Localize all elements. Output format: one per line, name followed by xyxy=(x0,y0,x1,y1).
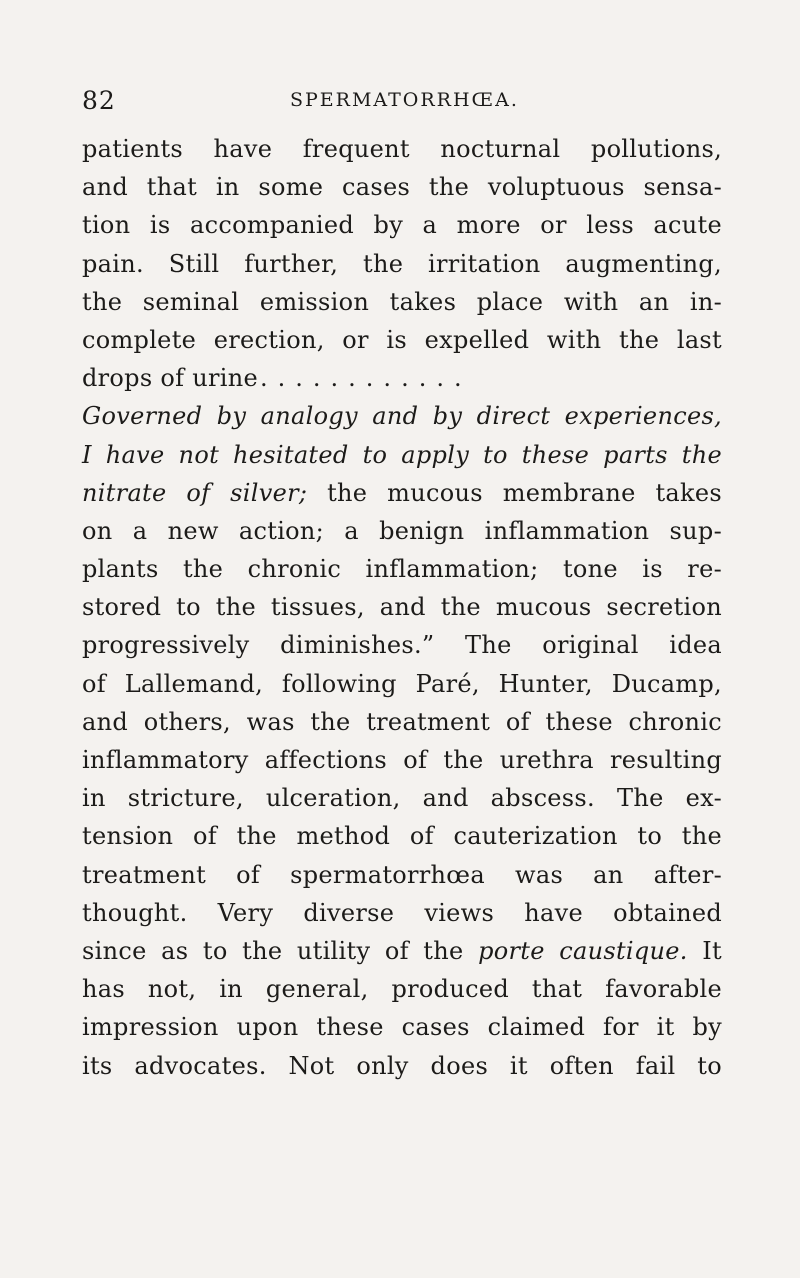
running-head: SPERMATORRHŒA. xyxy=(290,89,519,111)
text-line: on a new action; a benign inflammation sup- xyxy=(82,516,722,545)
text-line: tension of the method of cauterization to the xyxy=(82,822,722,851)
text-line: in stricture, ulceration, and abscess. The ex- xyxy=(82,784,722,813)
ellipsis-dots: ............ xyxy=(260,364,472,393)
text-line: inflammatory affections of the urethra resulting xyxy=(82,746,722,774)
text-line: the seminal emission takes place with an in- xyxy=(82,287,722,316)
text-line: thought. Very diverse views have obtained xyxy=(82,898,722,927)
text-line: I have not hesitated to apply to these parts the xyxy=(82,440,722,469)
text-line: and that in some cases the voluptuous sensa- xyxy=(82,173,722,202)
page-header xyxy=(0,86,800,116)
text-line: Governed by analogy and by direct experiences, xyxy=(82,402,722,431)
text-line: of Lallemand, following Paré, Hunter, Ducamp, xyxy=(82,669,722,698)
text-line: since as to the utility of the porte caustique. It xyxy=(82,936,722,965)
text-line: impression upon these cases claimed for it by xyxy=(82,1013,722,1042)
text-line: its advocates. Not only does it often fail to xyxy=(82,1051,722,1080)
body-text xyxy=(82,130,722,1085)
text-line: treatment of spermatorrhœa was an after- xyxy=(82,860,722,889)
text-line: patients have frequent nocturnal pollutions, xyxy=(82,135,722,163)
text-line: progressively diminishes.” The original idea xyxy=(82,631,722,660)
text-line: tion is accompanied by a more or less acute xyxy=(82,211,722,240)
text-line: drops of urine............ xyxy=(82,364,472,393)
text-line: pain. Still further, the irritation augmenting, xyxy=(82,249,722,278)
text-line: complete erection, or is expelled with the last xyxy=(82,325,722,354)
text-line: stored to the tissues, and the mucous secretion xyxy=(82,593,722,622)
text-line: and others, was the treatment of these chronic xyxy=(82,707,722,736)
text-line: nitrate of silver; the mucous membrane takes xyxy=(82,478,722,507)
page-number: 82 xyxy=(82,86,116,115)
text-line: plants the chronic inflammation; tone is re- xyxy=(82,555,722,584)
text-line: has not, in general, produced that favorable xyxy=(82,975,722,1004)
